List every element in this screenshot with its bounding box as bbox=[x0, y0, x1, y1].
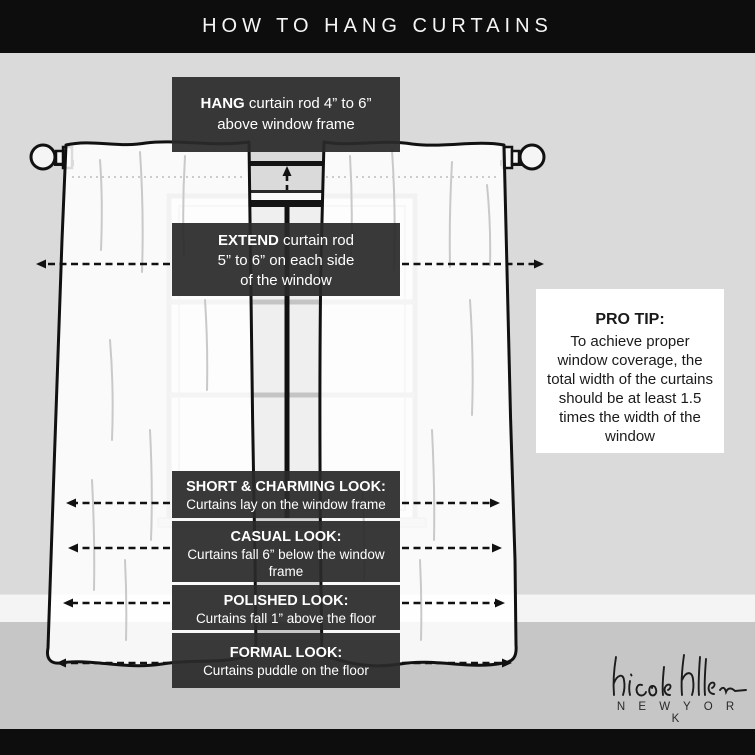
hang-keyword: HANG bbox=[200, 95, 245, 112]
polished-body: Curtains fall 1” above the floor bbox=[195, 611, 377, 626]
rod-right-stem bbox=[512, 151, 519, 164]
polished-title: POLISHED LOOK: bbox=[223, 593, 349, 609]
casual-title: CASUAL LOOK: bbox=[230, 529, 342, 545]
formal-callout bbox=[172, 633, 400, 688]
window-frame-top-line bbox=[249, 190, 323, 193]
short-charming-title: SHORT & CHARMING LOOK: bbox=[186, 479, 386, 495]
extend-line2: 5” to 6” on each side bbox=[217, 252, 355, 269]
hang-text: curtain rod 4” to 6” bbox=[244, 95, 372, 112]
extend-line1 bbox=[172, 231, 400, 251]
rod-finial-left bbox=[31, 145, 55, 169]
pro-tip-body: To achieve proper window coverage, the total width of the curtains should be at least 1.5 times the width of the window bbox=[547, 333, 713, 445]
short-charming-callout bbox=[172, 471, 400, 518]
extend-callout bbox=[172, 223, 400, 296]
window-head-bar bbox=[248, 200, 324, 207]
rod-left-stem bbox=[56, 151, 63, 164]
extend-keyword: EXTEND bbox=[218, 232, 279, 249]
extend-text: curtain rod bbox=[278, 232, 354, 249]
casual-body: Curtains fall 6” below the window frame bbox=[187, 547, 385, 579]
pro-tip-title: PRO TIP: bbox=[595, 311, 665, 328]
title-banner bbox=[0, 0, 755, 53]
casual-callout bbox=[172, 521, 400, 582]
pro-tip-callout bbox=[536, 289, 724, 453]
brand-signature bbox=[614, 655, 746, 695]
footer-bar bbox=[0, 729, 755, 755]
hang-line1 bbox=[172, 93, 400, 114]
formal-title: FORMAL LOOK: bbox=[229, 645, 343, 661]
rod-finial-right bbox=[520, 145, 544, 169]
page-title: HOW TO HANG CURTAINS bbox=[202, 15, 553, 37]
rod-center-segment bbox=[248, 161, 324, 166]
short-charming-body: Curtains lay on the window frame bbox=[186, 497, 386, 512]
extend-line3: of the window bbox=[240, 272, 332, 289]
polished-callout bbox=[172, 585, 400, 630]
hang-line2: above window frame bbox=[217, 116, 355, 133]
brand-city: N E W Y O R K bbox=[616, 701, 740, 725]
hang-callout bbox=[172, 77, 400, 152]
window-frame-face bbox=[249, 193, 323, 200]
formal-body: Curtains puddle on the floor bbox=[203, 663, 369, 678]
